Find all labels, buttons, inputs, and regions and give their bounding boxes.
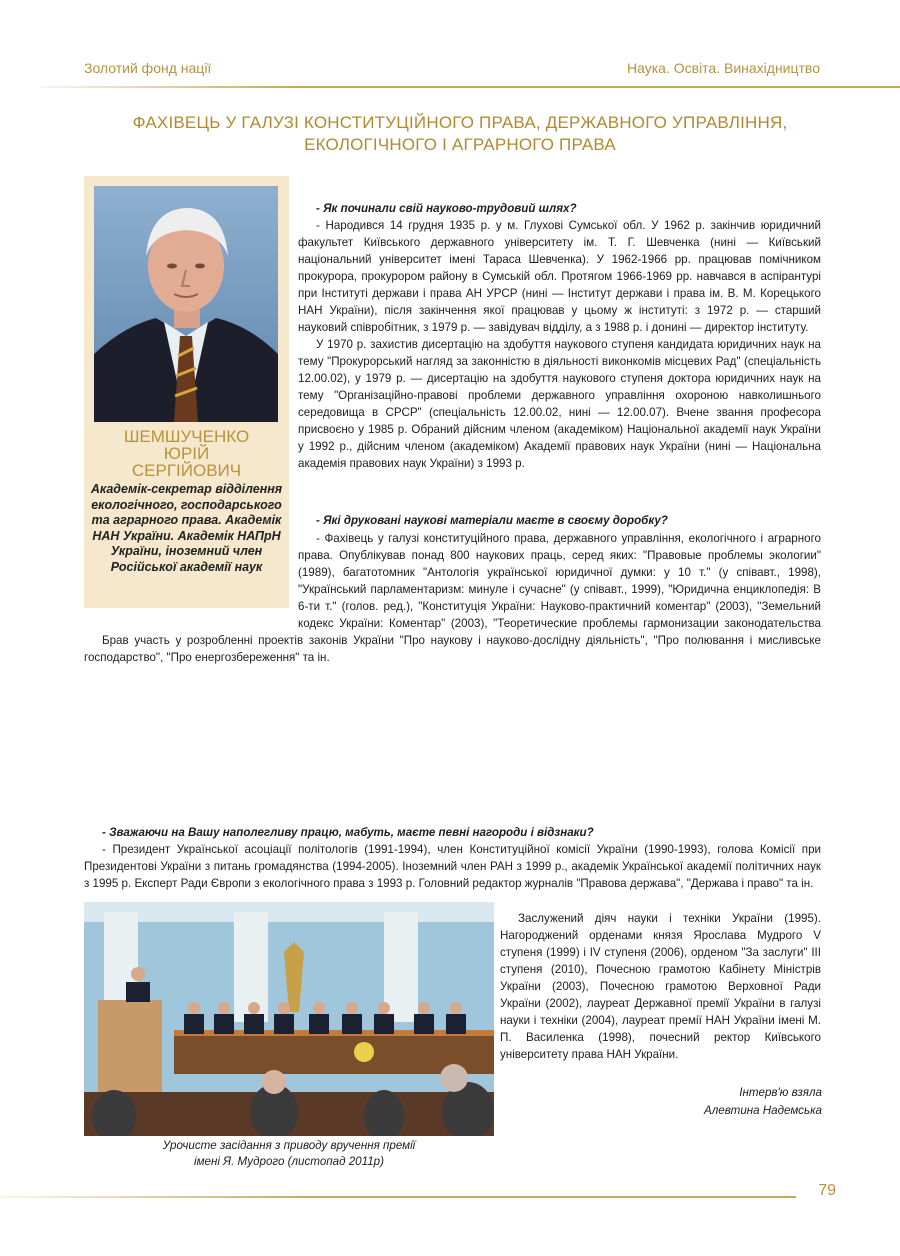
question-3: - Зважаючи на Вашу наполегливу працю, мабуть, маєте певні нагороди і відзнаки? <box>102 826 594 839</box>
section-1 <box>298 200 821 472</box>
answer-2-paragraph-1: - Фахівець у галузі конституційного права, державного управління, екологічного і аграрного права. Опублікував понад 800 наукових праць, серед яких: "Правовые проблемы экологии" (1989), багатотомник "Антологія української юридичної думки: у 10 т." (у співавт., 1998), "Український парламентаризм: минуле і сучасне" (у співавт., 1999), "Юридична енциклопедія: В 6-ти т." (голов. ред.), "Конституція України: Науково-практичний коментар" (2003), "Земельний кодекс України: Коментар" (2003), "Теоретические проблемы гармонизации законодательства <box>298 532 821 630</box>
person-first-name: ЮРІЙ <box>163 444 210 463</box>
running-header-right: Наука. Освіта. Винахідництво <box>627 60 820 76</box>
person-surname: ШЕМШУЧЕНКО <box>123 427 250 446</box>
ceremony-photo <box>84 902 494 1136</box>
article-title-line-2: ЕКОЛОГІЧНОГО І АГРАРНОГО ПРАВА <box>304 135 616 154</box>
section-2-answer <box>298 530 821 632</box>
person-patronymic: СЕРГІЙОВИЧ <box>131 461 242 480</box>
answer-3-paragraph-1: - Президент Української асоціації політологів (1991-1994), член Конституційної комісії України (1990-1993), голова Комісії при Президентові України з питань громадянства (1994-2005). Іноземний член РАН з 1999 р., академік Української академії політичних наук з 1995 р. Експерт Ради Європи з екологічного права з 1993 р. Головний редактор журналів "Правова держава", "Держава і право" та ін. <box>84 843 821 890</box>
answer-1-paragraph-2: У 1970 р. захистив дисертацію на здобуття наукового ступеня кандидата юридичних наук на тему "Прокурорський нагляд за законністю в діяльності виконкомів місцевих Рад" (спеціальність 12.00.02), у 1979 р. — дисертацію на здобуття наукового ступеня доктора юридичних наук на тему "Організаційно-правові проблеми державного управління охороною навколишнього середовища в СРСР" (спеціальність 12.00.02, нині — 12.00.07). Вчене звання професора присвоєно у 1985 р. Обраний дійсним членом (академіком) Національної академії наук України у 1992 р., дійсним членом (академіком) Академії правових наук України (нині — Національна академія правових наук України) з 1993 р. <box>298 338 821 470</box>
question-2: - Які друковані наукові матеріали маєте в своєму доробку? <box>316 514 668 527</box>
section-2-continued <box>84 632 821 666</box>
portrait-image <box>94 186 278 422</box>
photo-caption <box>84 1138 494 1170</box>
answer-1-paragraph-1: - Народився 14 грудня 1935 р. у м. Глухові Сумської обл. У 1962 р. закінчив юридичний факультет Київського державного університету ім. Т. Г. Шевченка (нині — Київський національний університет імені Тараса Шевченка). У 1962-1966 рр. працював помічником прокурора, прокурором району в Сумській обл. Протягом 1966-1969 рр. навчався в аспірантурі при Інституті держави і права АН УРСР (нині — Інститут держави і права ім. В. М. Корецького НАН України), після закінчення якої працював у цьому ж інституті: з 1972 р. — старший науковий співробітник, з 1979 р. — завідувач відділу, а з 1988 р. і донині — директор інституту. <box>298 219 821 334</box>
footer-divider <box>0 1196 796 1198</box>
answer-2-paragraph-2: Брав участь у розробленні проектів законів України "Про наукову і науково-дослідну діяльність", "Про полювання і мисливське господарство", "Про енергозбереження" та ін. <box>84 634 821 664</box>
section-2-question <box>298 512 821 529</box>
running-header-left: Золотий фонд нації <box>84 60 212 76</box>
question-1: - Як починали свій науково-трудовий шлях? <box>316 202 577 215</box>
article-title-line-1: ФАХІВЕЦЬ У ГАЛУЗІ КОНСТИТУЦІЙНОГО ПРАВА, ДЕРЖАВНОГО УПРАВЛІННЯ, <box>132 113 788 132</box>
portrait-photo <box>94 186 278 422</box>
section-3-right <box>500 910 821 1063</box>
article-title <box>100 112 820 156</box>
person-titles: Академік-секретар відділення екологічного, господарського та аграрного права. Академік НАН України. Академік НАПрН України, іноземний член Російської академії наук <box>90 482 283 574</box>
header-divider <box>40 86 900 88</box>
credit-line-2: Алевтина Надемська <box>704 1104 822 1117</box>
credit-line-1: Інтерв'ю взяла <box>739 1086 822 1099</box>
person-name <box>84 428 289 479</box>
photo-caption-line-1: Урочисте засідання з приводу вручення премії <box>162 1139 416 1152</box>
page-number: 79 <box>818 1182 836 1199</box>
answer-3-paragraph-2: Заслужений діяч науки і техніки України (1995). Нагороджений орденами князя Ярослава Мудрого V ступеня (1999) і IV ступеня (2006), орденом "За заслуги" III ступеня (2010), Почесною грамотою Кабінету Міністрів України (2003), Почесною грамотою Верховної Ради України (2002), лауреат Державної премії України в галузі науки і техніки (2004), лауреат премії НАН України імені М. П. Василенка (1998), почесний ректор Київського університету права НАН України. <box>500 912 821 1061</box>
ceremony-image <box>84 902 494 1136</box>
profile-sidebar <box>84 176 289 608</box>
interview-credit <box>704 1084 822 1120</box>
photo-caption-line-2: імені Я. Мудрого (листопад 2011р) <box>194 1155 384 1168</box>
section-3 <box>84 824 821 892</box>
